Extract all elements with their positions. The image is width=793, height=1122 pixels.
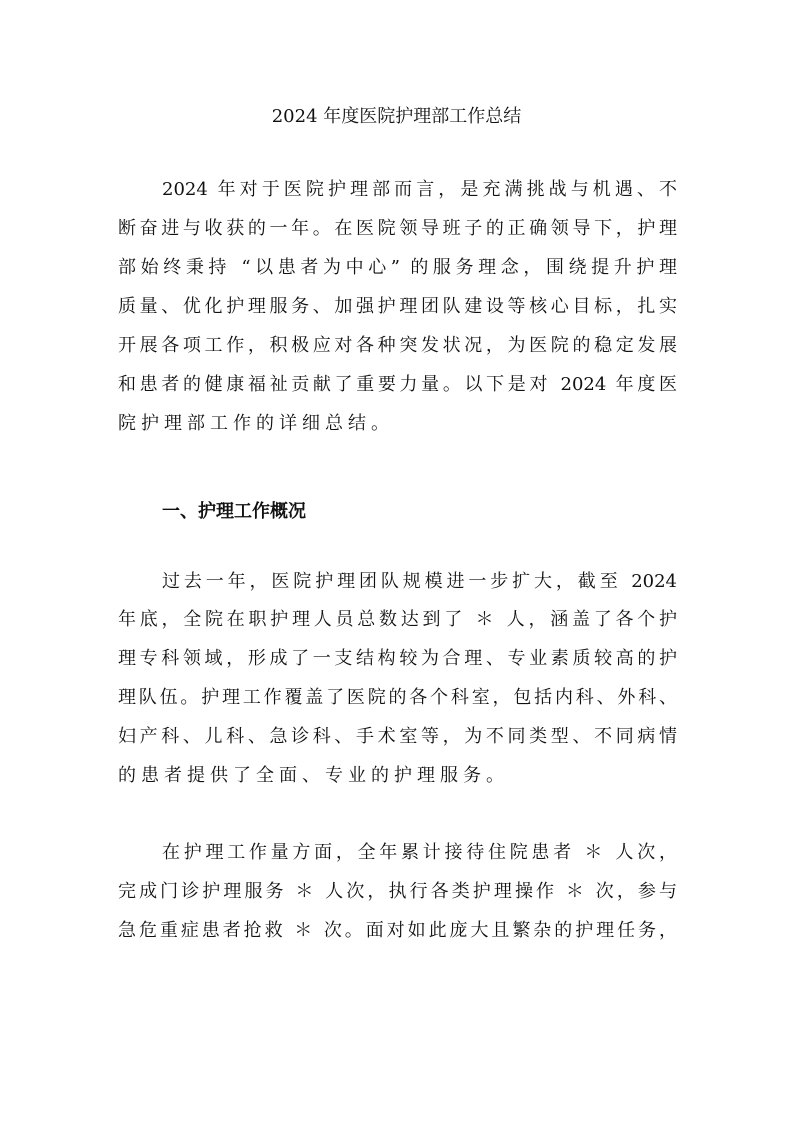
text-line: 在护理工作量方面，全年累计接待住院患者 ＊ 人次， [162,842,677,863]
text-line: 质量、优化护理服务、加强护理团队建设等核心目标，扎实 [118,296,677,317]
text-line: 妇产科、儿科、急诊科、手术室等，为不同类型、不同病情 [118,726,677,747]
text-line: 部始终秉持 “以患者为中心” 的服务理念，围绕提升护理 [118,257,677,278]
text-line: 2024 年对于医院护理部而言，是充满挑战与机遇、不 [162,179,677,200]
text-line: 急危重症患者抢救 ＊ 次。面对如此庞大且繁杂的护理任务， [118,920,677,941]
text-line: 完成门诊护理服务 ＊ 人次，执行各类护理操作 ＊ 次，参与 [118,881,677,902]
text-line: 院护理部工作的详细总结。 [118,413,394,434]
document-title: 2024 年度医院护理部工作总结 [271,106,522,127]
text-line: 理队伍。护理工作覆盖了医院的各个科室，包括内科、外科、 [118,687,677,708]
text-line: 和患者的健康福祉贡献了重要力量。以下是对 2024 年度医 [118,374,677,395]
text-line: 年底，全院在职护理人员总数达到了 ＊ 人，涵盖了各个护 [118,609,677,630]
text-line: 的患者提供了全面、专业的护理服务。 [118,765,509,786]
text-line: 断奋进与收获的一年。在医院领导班子的正确领导下，护理 [118,218,677,239]
text-line: 开展各项工作，积极应对各种突发状况，为医院的稳定发展 [118,335,677,356]
text-line: 理专科领域，形成了一支结构较为合理、专业素质较高的护 [118,648,677,669]
text-line: 过去一年，医院护理团队规模进一步扩大，截至 2024 [162,571,677,592]
section-heading: 一、护理工作概况 [162,501,306,522]
